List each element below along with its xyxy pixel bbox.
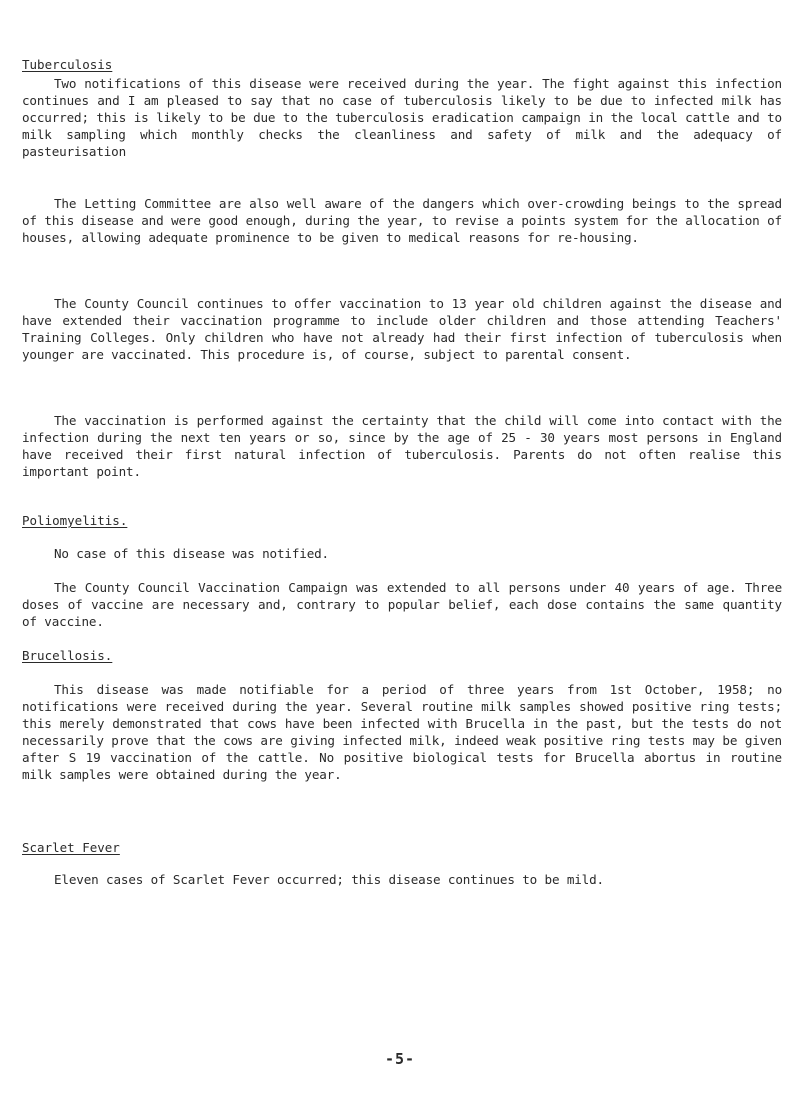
brucellosis-paragraph-1: This disease was made notifiable for a period of three years from 1st October, 1958; no notifications were received during the year. Several routine milk samples showed positive ring tests; this merely demonstrated that cows have been infected with Brucella in the past, but the tests do not necessarily prove that the cows are giving infected milk, indeed weak positive ring tests may be given after S 19 vaccination of the cattle. No positive biological tests for Brucella abortus in routine milk samples were obtained during the year. bbox=[22, 682, 782, 782]
scarlet-fever-heading: Scarlet Fever bbox=[22, 840, 120, 855]
poliomyelitis-heading: Poliomyelitis. bbox=[22, 513, 128, 528]
page-number: -5- bbox=[384, 1050, 416, 1068]
tuberculosis-paragraph-3: The County Council continues to offer vaccination to 13 year old children against the disease and have extended their vaccination programme to include older children and those attending Teachers' Training Colleges. Only children who have not already had their first infection of tuberculosis when younger are vaccinated. This procedure is, of course, subject to parental consent. bbox=[22, 296, 782, 362]
tuberculosis-paragraph-1: Two notifications of this disease were received during the year. The fight against this infection continues and I am pleased to say that no case of tuberculosis likely to be due to infected milk has occurred; this is likely to be due to the tuberculosis eradication campaign in the local cattle and to milk sampling which monthly checks the cleanliness and safety of milk and the adequacy of pasteurisation bbox=[22, 76, 782, 159]
poliomyelitis-paragraph-2: The County Council Vaccination Campaign was extended to all persons under 40 years of age. Three doses of vaccine are necessary and, contrary to popular belief, each dose contains the same quantity of vaccine. bbox=[22, 580, 782, 629]
scarlet-fever-paragraph-1: Eleven cases of Scarlet Fever occurred; this disease continues to be mild. bbox=[54, 872, 604, 887]
brucellosis-heading: Brucellosis. bbox=[22, 648, 113, 663]
tuberculosis-paragraph-2: The Letting Committee are also well aware of the dangers which over-crowding beings to the spread of this disease and were good enough, during the year, to revise a points system for the allocation of houses, allowing adequate prominence to be given to medical reasons for re-housing. bbox=[22, 196, 782, 245]
poliomyelitis-paragraph-1: No case of this disease was notified. bbox=[54, 546, 329, 561]
tuberculosis-heading: Tuberculosis bbox=[22, 57, 113, 72]
tuberculosis-paragraph-4: The vaccination is performed against the certainty that the child will come into contact with the infection during the next ten years or so, since by the age of 25 - 30 years most persons in England have received their first natural infection of tuberculosis. Parents do not often realise this important point. bbox=[22, 413, 782, 479]
